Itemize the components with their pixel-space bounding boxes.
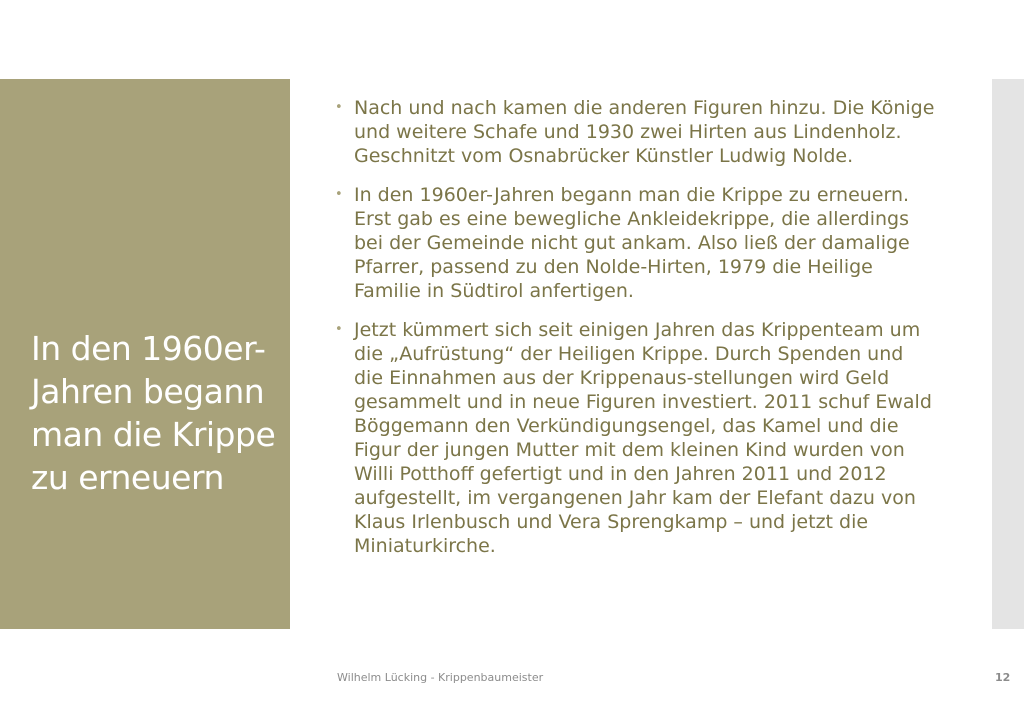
title-panel — [0, 79, 290, 629]
bullet-list — [335, 96, 935, 573]
slide-title: In den 1960er-Jahren begann man die Krippe zu erneuern — [31, 329, 276, 497]
bullet-dot-icon: • — [335, 322, 343, 337]
bullet-item — [335, 96, 935, 168]
bullet-dot-icon: • — [335, 100, 343, 115]
right-accent-band — [992, 79, 1024, 629]
bullet-text: In den 1960er-Jahren begann man die Krippe zu erneuern. Erst gab es eine bewegliche Ankleidekrippe, die allerdings bei der Gemeinde nicht gut ankam. Also ließ der damalige Pfarrer, passend zu den Nolde-Hirten, 1979 die Heilige Familie in Südtirol anfertigen. — [354, 184, 910, 302]
bullet-item — [335, 318, 935, 558]
bullet-text: Jetzt kümmert sich seit einigen Jahren das Krippenteam um die „Aufrüstung“ der Heiligen Krippe. Durch Spenden und die Einnahmen aus der Krippenaus-stellungen wird Geld gesammelt und in neue Figuren investiert. 2011 schuf Ewald Böggemann den Verkündigungsengel, das Kamel und die Figur der jungen Mutter mit dem kleinen Kind wurden von Willi Potthoff gefertigt und in den Jahren 2011 und 2012 aufgestellt, im vergangenen Jahr kam der Elefant dazu von Klaus Irlenbusch und Vera Sprengkamp – und jetzt die Miniaturkirche. — [354, 319, 932, 557]
footer-text: Wilhelm Lücking - Krippenbaumeister — [337, 671, 544, 684]
bullet-text: Nach und nach kamen die anderen Figuren hinzu. Die Könige und weitere Schafe und 1930 zwei Hirten aus Lindenholz. Geschnitzt vom Osnabrücker Künstler Ludwig Nolde. — [354, 97, 935, 167]
page-number: 12 — [995, 671, 1011, 684]
bullet-item — [335, 183, 935, 303]
bullet-dot-icon: • — [335, 187, 343, 202]
